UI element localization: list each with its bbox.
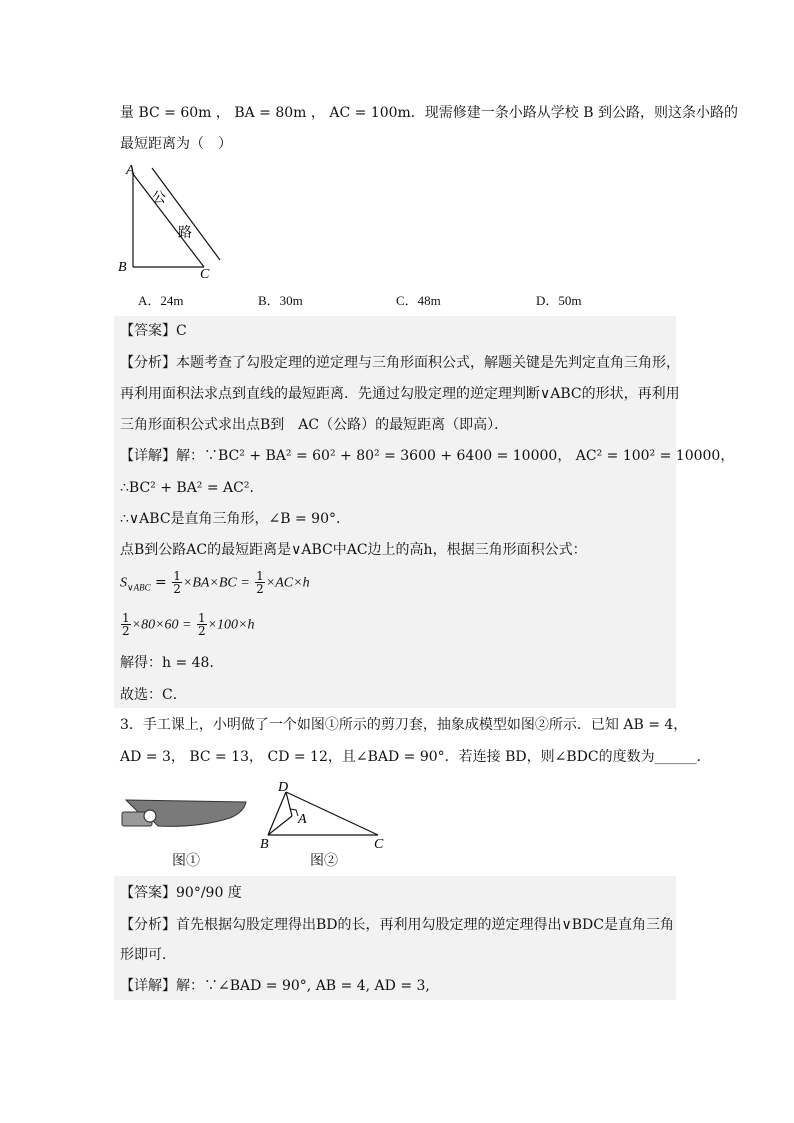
q2-option-c[interactable]: C．48m [396, 293, 441, 308]
a2-area-equation: $S_{\vee ABC}$ = $\frac{1}{2}$ ×BA×BC = $\frac{1}{2}$ ×AC×h [120, 569, 310, 596]
fig1-caption: 图① [172, 853, 200, 869]
q2-label-C: C [200, 267, 210, 280]
q2-text-line1: 量 BC = 60m ， BA = 80m ， AC = 100m．现需修建一条小路从学校 B 到公路，则这条小路的 [120, 105, 738, 121]
a2-analysis-line3: 三角形面积公式求出点B到 AC（公路）的最短距离（即高）． [120, 417, 509, 433]
q2-text-line2: 最短距离为（ ） [120, 136, 232, 152]
q2-option-d[interactable]: D．50m [536, 293, 582, 308]
a3-analysis-line1: 【分析】首先根据勾股定理得出BD的长，再利用勾股定理的逆定理得出∨BDC是直角三角 [120, 917, 674, 933]
eq1-s: S [120, 575, 127, 591]
eq2-frac2: $\frac{1}{2}$ [197, 611, 206, 638]
q2-road-char-1: 公 [152, 190, 166, 206]
q3-model-figure [256, 778, 396, 848]
eq1-sub: ∨ABC [127, 582, 151, 593]
a2-analysis-line1: 【分析】本题考查了勾股定理的逆定理与三角形面积公式，解题关键是先判定直角三角形， [120, 355, 680, 371]
q3-label-A: A [298, 812, 307, 827]
q2-label-B: B [118, 260, 127, 275]
q2-road-char-2: 路 [178, 225, 192, 241]
a2-detail-line3: ∴∨ABC是直角三角形，∠B = 90°． [120, 511, 350, 527]
fig2-caption: 图② [310, 853, 338, 869]
q2-triangle-figure [112, 160, 232, 280]
eq2-mid1: ×80×60 = [131, 617, 192, 633]
a2-numeric-equation [120, 612, 254, 637]
eq2-frac1: $\frac{1}{2}$ [122, 611, 130, 638]
a2-detail-line4: 点B到公路AC的最短距离是∨ABC中AC边上的高h，根据三角形面积公式： [120, 542, 587, 558]
q2-label-A: A [126, 163, 135, 178]
eq1-frac2: $\frac{1}{2}$ [256, 569, 264, 596]
a2-answer: 【答案】C [120, 323, 187, 339]
q2-option-a[interactable]: A．24m [138, 293, 184, 308]
eq1-mid2: ×AC×h [265, 575, 310, 591]
a2-choose: 故选：C． [120, 687, 187, 703]
a2-solve: 解得：h = 48． [120, 655, 224, 671]
eq1-mid1: ×BA×BC = [182, 575, 250, 591]
a3-detail-line1: 【详解】解：∵∠BAD = 90°, AB = 4, AD = 3, [120, 978, 430, 994]
eq2-mid2: ×100×h [207, 617, 255, 633]
q3-label-C: C [374, 837, 384, 848]
q3-label-B: B [260, 837, 269, 848]
a3-answer: 【答案】90°/90 度 [120, 885, 242, 901]
a2-analysis-line2: 再利用面积法求点到直线的最短距离．先通过勾股定理的逆定理判断∨ABC的形状，再利用 [120, 386, 680, 402]
q3-text-line1: 3．手工课上，小明做了一个如图①所示的剪刀套，抽象成模型如图②所示．已知 AB = 4， [120, 717, 688, 733]
scissor-sheath-image [118, 792, 250, 838]
q2-option-b[interactable]: B．30m [258, 293, 303, 308]
a3-analysis-line2: 形即可． [120, 947, 176, 963]
q3-text-line2: AD = 3， BC = 13， CD = 12，且∠BAD = 90°．若连接 BD，则∠BDC的度数为______． [120, 749, 711, 765]
q3-label-D: D [278, 780, 289, 795]
a2-detail-line1: 【详解】解：∵BC² + BA² = 60² + 80² = 3600 + 6400 = 10000， AC² = 100² = 10000， [120, 448, 735, 464]
eq1-frac1: $\frac{1}{2}$ [173, 569, 181, 596]
a2-detail-line2: ∴BC² + BA² = AC²． [120, 480, 264, 496]
